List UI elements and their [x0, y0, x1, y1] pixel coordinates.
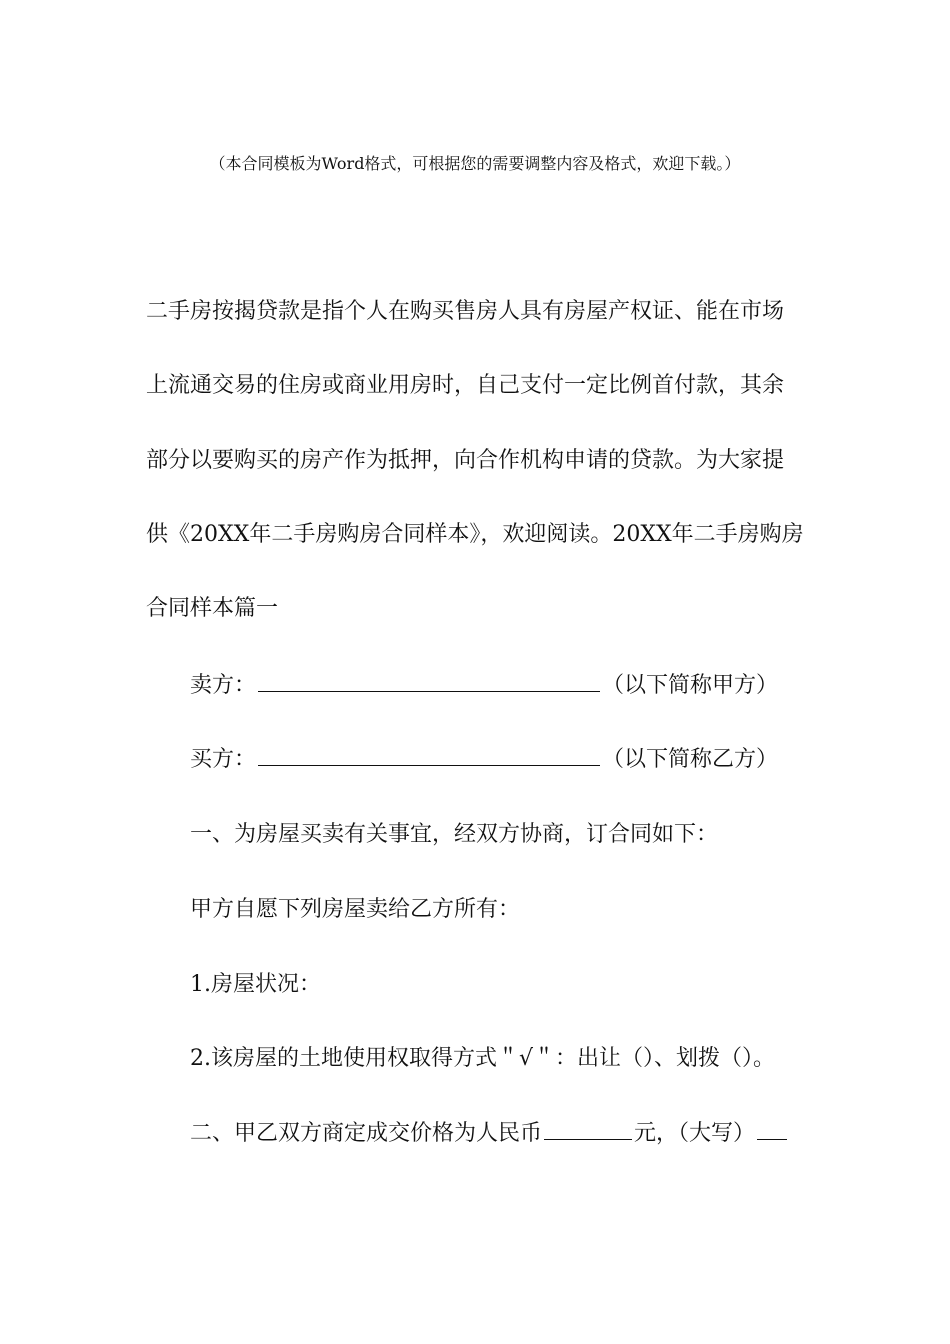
seller-suffix: （以下简称甲方） [602, 673, 779, 698]
clause-two [190, 1116, 789, 1152]
buyer-label: 买方： [190, 747, 257, 772]
intro-line-5: 合同样本篇一 [146, 596, 279, 621]
seller-label: 卖方： [190, 673, 257, 698]
clause-two-middle: 元，（大写） [634, 1121, 756, 1146]
clause-two-prefix: 二、甲乙双方商定成交价格为人民币 [190, 1121, 543, 1146]
clause-one: 一、为房屋买卖有关事宜，经双方协商，订合同如下： [190, 822, 719, 847]
intro-line-2: 上流通交易的住房或商业用房时，自己支付一定比例首付款，其余 [146, 373, 785, 398]
seller-name-blank [258, 669, 600, 692]
buyer-line [190, 742, 778, 778]
template-note: （本合同模板为Word格式，可根据您的需要调整内容及格式，欢迎下载。） [209, 154, 741, 173]
buyer-suffix: （以下简称乙方） [602, 747, 779, 772]
intro-line-1: 二手房按揭贷款是指个人在购买售房人具有房屋产权证、能在市场 [146, 299, 785, 324]
seller-line [190, 668, 778, 704]
intro-line-4: 供《20XX年二手房购房合同样本》，欢迎阅读。20XX年二手房购房 [146, 522, 804, 547]
price-capital-blank [757, 1117, 787, 1140]
item-2: 2.该房屋的土地使用权取得方式＂√＂：出让（）、划拨（）。 [190, 1046, 776, 1071]
intro-line-3: 部分以要购买的房产作为抵押，向合作机构申请的贷款。为大家提 [146, 448, 785, 473]
price-number-blank [544, 1117, 632, 1140]
clause-one-sub: 甲方自愿下列房屋卖给乙方所有： [190, 897, 521, 922]
buyer-name-blank [258, 743, 600, 766]
item-1: 1.房屋状况： [190, 972, 321, 997]
